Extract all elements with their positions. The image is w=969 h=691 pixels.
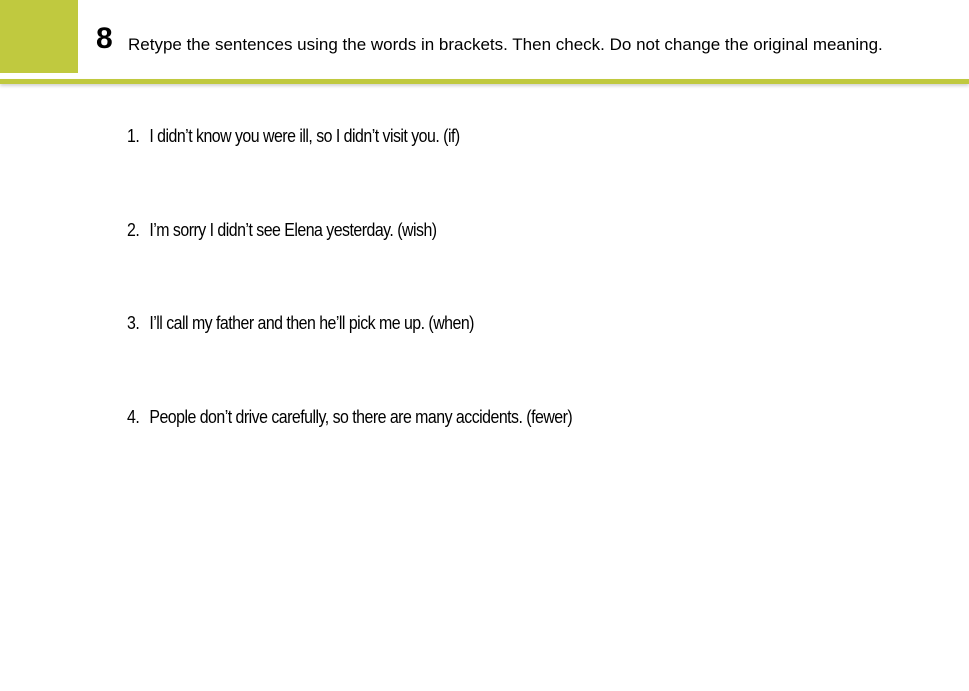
item-number: 2. [127,218,140,240]
exercise-instruction: Retype the sentences using the words in brackets. Then check. Do not change the original meaning. [128,35,883,54]
item-number: 4. [127,405,140,427]
item-number: 3. [127,312,140,333]
item-text: I’m sorry I didn’t see Elena yesterday. (wish) [149,218,437,240]
item-text: I’ll call my father and then he’ll pick me up. (when) [149,312,474,333]
sentence-item [127,218,572,312]
exercise-number: 8 [96,22,113,55]
exercise-header [0,0,969,84]
item-text: People don’t drive carefully, so there are many accidents. (fewer) [149,405,573,427]
item-text: I didn’t know you were ill, so I didn’t visit you. (if) [149,125,460,146]
accent-block [0,0,78,73]
sentence-item [127,405,572,499]
sentence-item [127,311,572,405]
item-number: 1. [127,125,140,146]
sentence-list [127,124,645,498]
header-divider [0,79,969,84]
sentence-item [127,124,572,218]
